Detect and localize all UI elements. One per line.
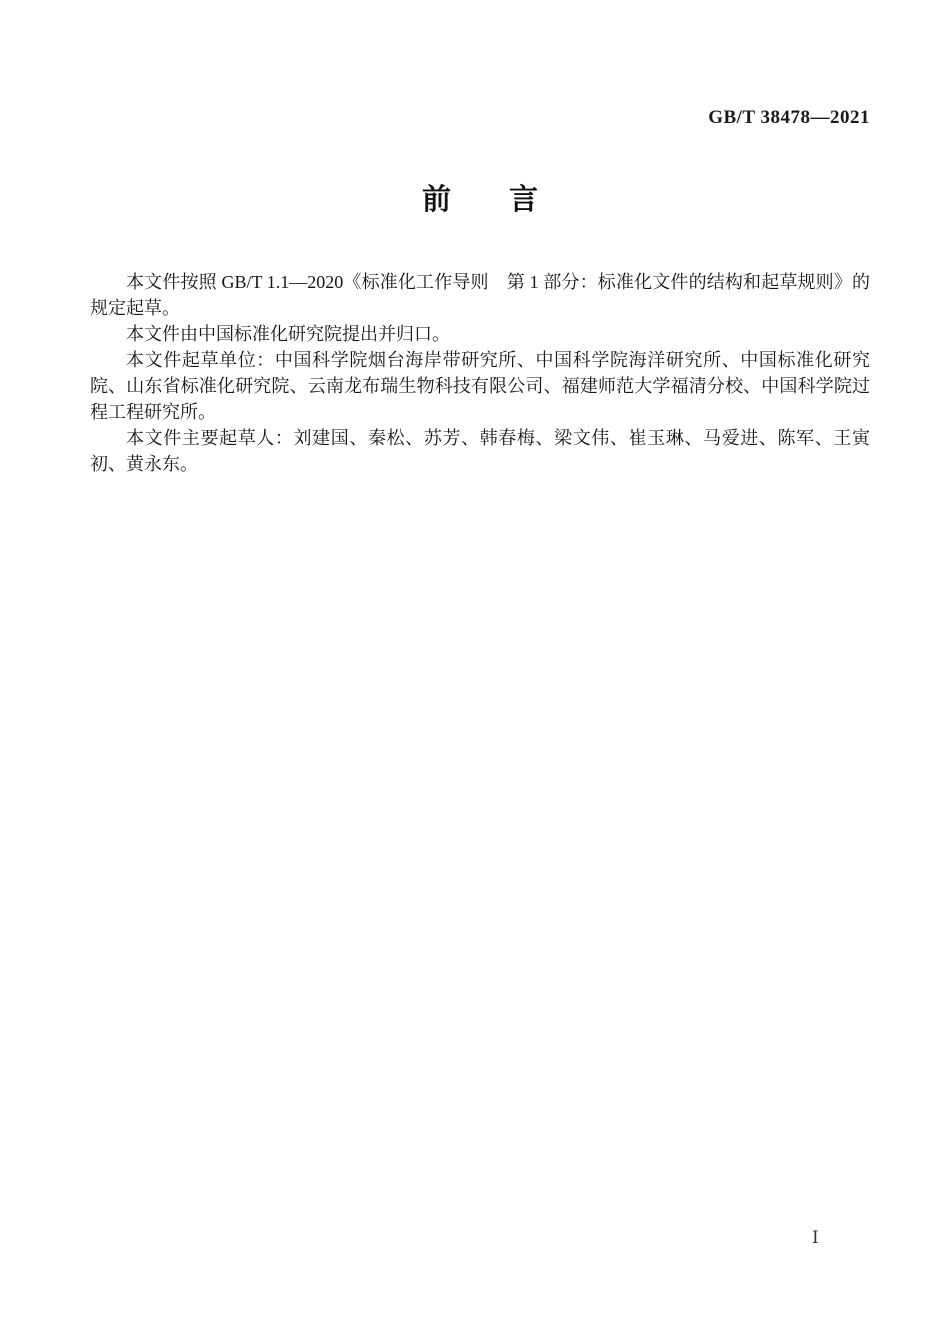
paragraph-proposed-by: 本文件由中国标准化研究院提出并归口。 <box>126 324 450 344</box>
document-code: GB/T 38478—2021 <box>708 107 870 128</box>
paragraph-drafting-rules: 本文件按照 GB/T 1.1—2020《标准化工作导则 第 1 部分：标准化文件的结构和起草规则》的规定起草。 <box>90 272 870 318</box>
page-number: Ⅰ <box>812 1228 819 1247</box>
paragraph-drafting-organizations: 本文件起草单位：中国科学院烟台海岸带研究所、中国科学院海洋研究所、中国标准化研究院、山东省标准化研究院、云南龙布瑞生物科技有限公司、福建师范大学福清分校、中国科学院过程工程研究所。 <box>90 350 870 422</box>
paragraph-main-drafters: 本文件主要起草人：刘建国、秦松、苏芳、韩春梅、梁文伟、崔玉琳、马爱进、陈军、王寅初、黄永东。 <box>90 428 870 474</box>
foreword-title: 前 言 <box>421 184 538 216</box>
foreword-body <box>90 269 870 477</box>
